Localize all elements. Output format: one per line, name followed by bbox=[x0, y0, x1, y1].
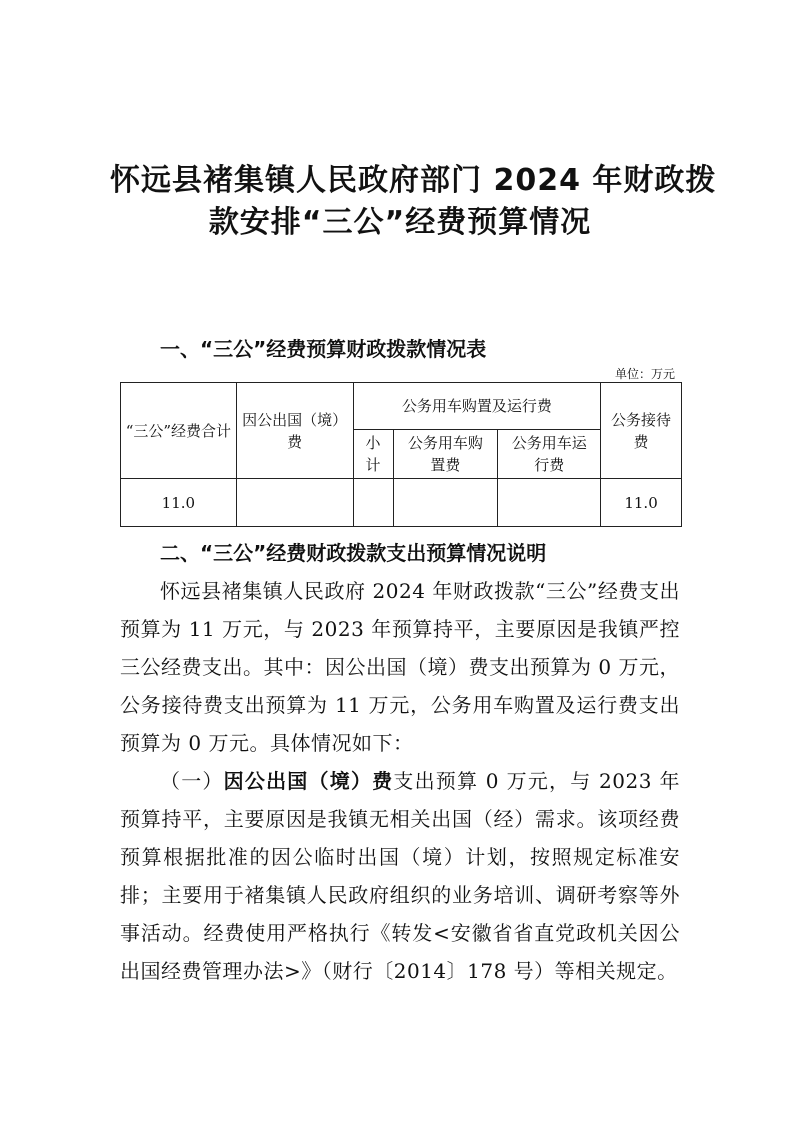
header-vehicle-purchase: 公务用车购置费 bbox=[393, 430, 498, 479]
section-1-heading: 一、“三公”经费预算财政拨款情况表 bbox=[160, 337, 487, 361]
title-line-2: 款安排“三公”经费预算情况 bbox=[208, 205, 592, 240]
cell-abroad bbox=[236, 479, 353, 527]
cell-vehicle-purchase bbox=[393, 479, 498, 527]
section-2-heading: 二、“三公”经费财政拨款支出预算情况说明 bbox=[160, 541, 547, 565]
cell-vehicle-operation bbox=[498, 479, 601, 527]
paragraph-2-bold-term: 因公出国（境）费 bbox=[223, 769, 394, 793]
unit-label: 单位：万元 bbox=[614, 367, 675, 381]
document-title bbox=[110, 160, 717, 244]
header-vehicle-operation: 公务用车运行费 bbox=[498, 430, 601, 479]
paragraph-1: 怀远县褚集镇人民政府 2024 年财政拨款“三公”经费支出预算为 11 万元，与 2023 年预算持平，主要原因是我镇严控三公经费支出。其中：因公出国（境）费支出预算为 0 万元，公务接待费支出预算为 11 万元，公务用车购置及运行费支出预算为 0 万元。具体情况如下： bbox=[120, 579, 680, 755]
title-line-1: 怀远县褚集镇人民政府部门 2024 年财政拨 bbox=[110, 163, 717, 198]
cell-total: 11.0 bbox=[121, 479, 237, 527]
paragraph-2-rest: 支出预算 0 万元，与 2023 年预算持平，主要原因是我镇无相关出国（经）需求。该项经费预算根据批准的因公临时出国（境）计划，按照规定标准安排；主要用于褚集镇人民政府组织的业务培训、调研考察等外事活动。经费使用严格执行《转发<安徽省省直党政机关因公出国经费管理办法>》（财行〔2014〕178 号）等相关规定。 bbox=[120, 769, 681, 983]
header-reception: 公务接待费 bbox=[601, 383, 682, 479]
cell-vehicle-subtotal bbox=[353, 479, 393, 527]
header-abroad: 因公出国（境）费 bbox=[236, 383, 353, 479]
paragraph-2 bbox=[120, 762, 680, 990]
paragraph-2-prefix: （一） bbox=[160, 769, 224, 793]
header-vehicle-group: 公务用车购置及运行费 bbox=[353, 383, 601, 430]
header-total: “三公”经费合计 bbox=[121, 383, 237, 479]
header-vehicle-subtotal: 小计 bbox=[353, 430, 393, 479]
cell-reception: 11.0 bbox=[601, 479, 682, 527]
budget-table bbox=[120, 382, 682, 527]
